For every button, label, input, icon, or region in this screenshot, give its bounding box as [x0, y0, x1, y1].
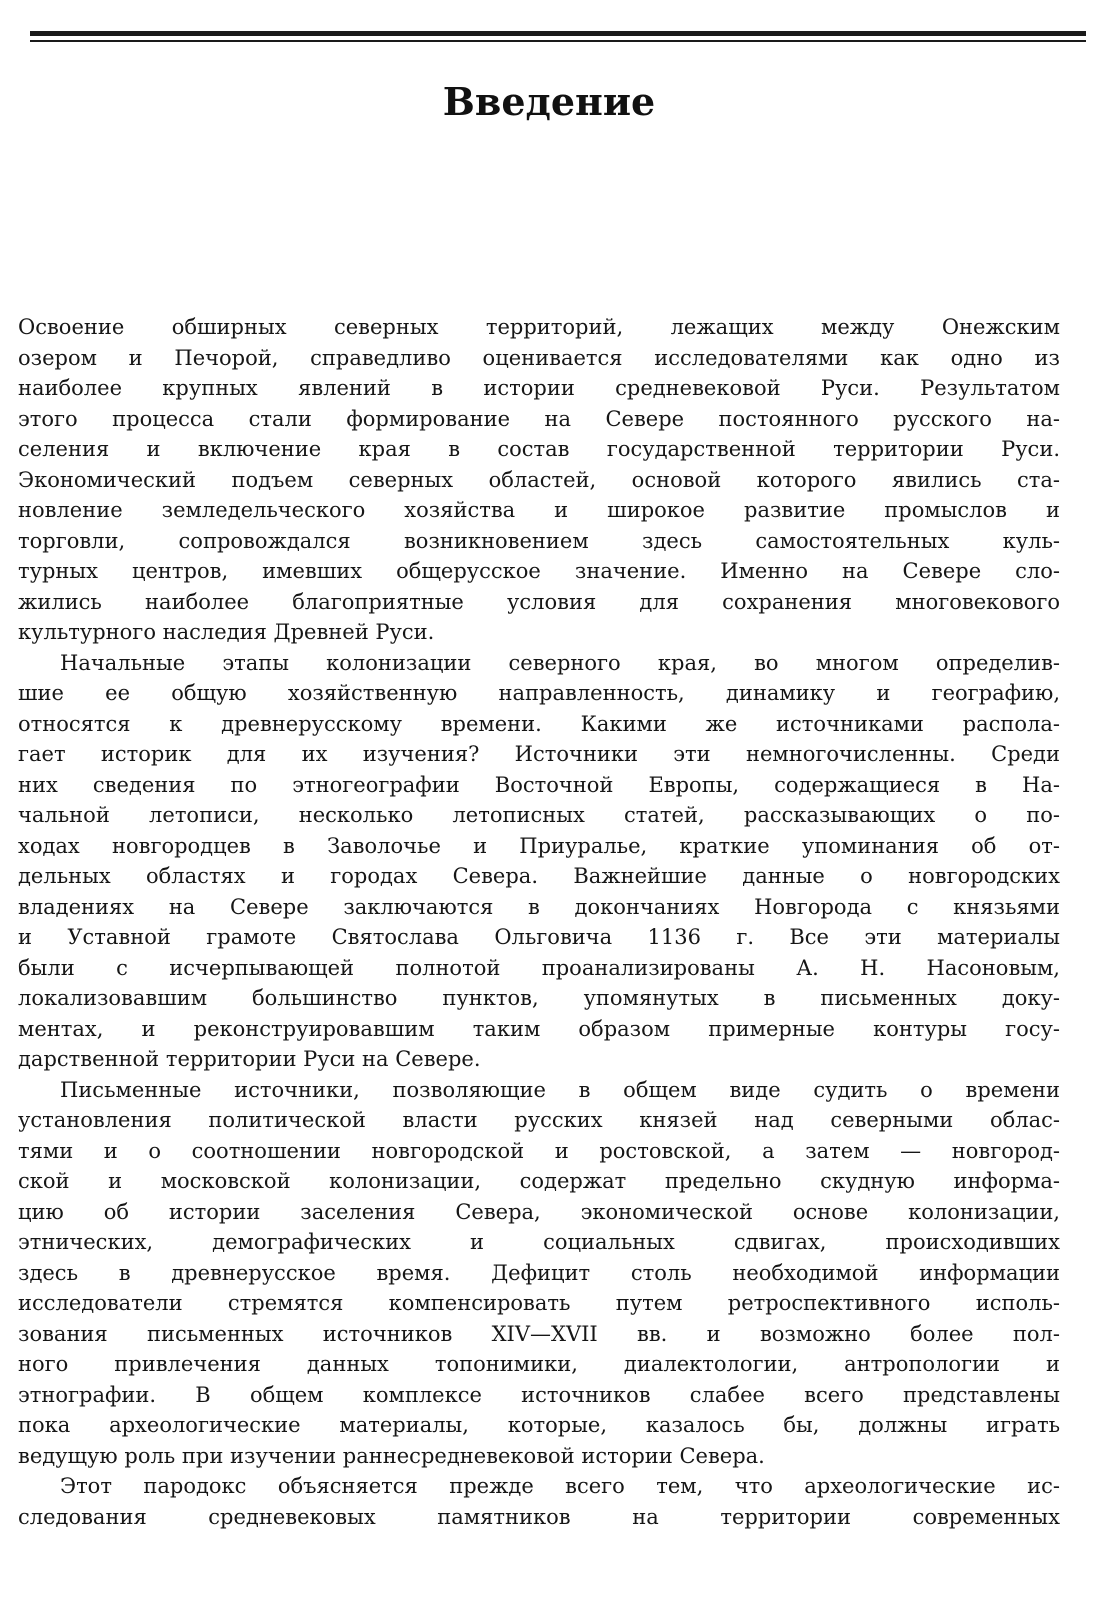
text-line: турных центров, имевших общерусское значение. Именно на Севере сло-: [18, 559, 1060, 583]
chapter-title: Введение: [442, 79, 656, 124]
text-line: этого процесса стали формирование на Севере постоянного русского на-: [18, 406, 1060, 431]
text-line: зования письменных источников XIV—XVII вв. и возможно более пол-: [18, 1321, 1060, 1346]
text-line: Этот пародокс объясняется прежде всего тем, что археологические ис-: [60, 1474, 1060, 1498]
text-line: дарственной территории Руси на Севере.: [18, 1047, 481, 1071]
text-line: новление земледельческого хозяйства и широкое развитие промыслов и: [18, 498, 1060, 522]
text-line: здесь в древнерусское время. Дефицит столь необходимой информации: [18, 1260, 1060, 1285]
text-line: ской и московской колонизации, содержат предельно скудную информа-: [18, 1169, 1060, 1193]
text-line: ного привлечения данных топонимики, диалектологии, антропологии и: [18, 1352, 1060, 1376]
text-line: Письменные источники, позволяющие в общем виде судить о времени: [60, 1077, 1060, 1102]
paragraph: [18, 1471, 1060, 1532]
text-line: Начальные этапы колонизации северного края, во многом определив-: [60, 650, 1060, 675]
text-line: и Уставной грамоте Святослава Ольговича 1136 г. Все эти материалы: [18, 925, 1060, 949]
text-line: ходах новгородцев в Заволочье и Приуралье, краткие упоминания об от-: [18, 833, 1060, 858]
text-line: установления политической власти русских князей над северными облас-: [18, 1108, 1060, 1132]
paragraph: [18, 648, 1060, 1075]
paragraph: [18, 312, 1060, 648]
text-line: ведущую роль при изучении раннесредневековой истории Севера.: [18, 1443, 765, 1468]
text-line: торговли, сопровождался возникновением здесь самостоятельных куль-: [18, 528, 1060, 553]
text-line: наиболее крупных явлений в истории средневековой Руси. Результатом: [18, 376, 1060, 400]
text-line: Экономический подъем северных областей, основой которого явились ста-: [18, 467, 1060, 492]
body-text: [18, 312, 1060, 1532]
text-line: селения и включение края в состав государственной территории Руси.: [18, 437, 1060, 461]
text-line: исследователи стремятся компенсировать путем ретроспективного исполь-: [18, 1291, 1060, 1315]
text-line: локализовавшим большинство пунктов, упомянутых в письменных доку-: [18, 986, 1060, 1010]
text-line: озером и Печорой, справедливо оценивается исследователями как одно из: [18, 345, 1060, 370]
text-line: Освоение обширных северных территорий, лежащих между Онежским: [18, 315, 1060, 339]
header-rule-thick: [30, 31, 1086, 36]
text-line: чальной летописи, несколько летописных статей, рассказывающих о по-: [18, 803, 1060, 827]
text-line: ментах, и реконструировавшим таким образом примерные контуры госу-: [18, 1016, 1060, 1041]
text-line: тями и о соотношении новгородской и ростовской, а затем — новгород-: [18, 1138, 1060, 1163]
header-rule-thin: [30, 40, 1086, 42]
text-line: культурного наследия Древней Руси.: [18, 620, 435, 644]
text-line: шие ее общую хозяйственную направленность, динамику и географию,: [18, 681, 1060, 705]
text-line: гает историк для их изучения? Источники эти немногочисленны. Среди: [18, 742, 1060, 766]
text-line: жились наиболее благоприятные условия для сохранения многовекового: [18, 589, 1060, 614]
paragraph: [18, 1075, 1060, 1472]
text-line: владениях на Севере заключаются в докончаниях Новгорода с князьями: [18, 894, 1060, 919]
text-line: этнографии. В общем комплексе источников слабее всего представлены: [18, 1382, 1060, 1407]
text-line: этнических, демографических и социальных сдвигах, происходивших: [18, 1230, 1060, 1254]
text-line: пока археологические материалы, которые, казалось бы, должны играть: [18, 1413, 1060, 1437]
text-line: цию об истории заселения Севера, экономической основе колонизации,: [18, 1199, 1060, 1224]
text-line: следования средневековых памятников на территории современных: [18, 1504, 1060, 1529]
text-line: были с исчерпывающей полнотой проанализированы А. Н. Насоновым,: [18, 955, 1060, 980]
text-line: них сведения по этногеографии Восточной Европы, содержащиеся в На-: [18, 772, 1060, 797]
text-line: дельных областях и городах Севера. Важнейшие данные о новгородских: [18, 864, 1060, 888]
text-line: относятся к древнерусскому времени. Какими же источниками распола-: [18, 711, 1060, 736]
